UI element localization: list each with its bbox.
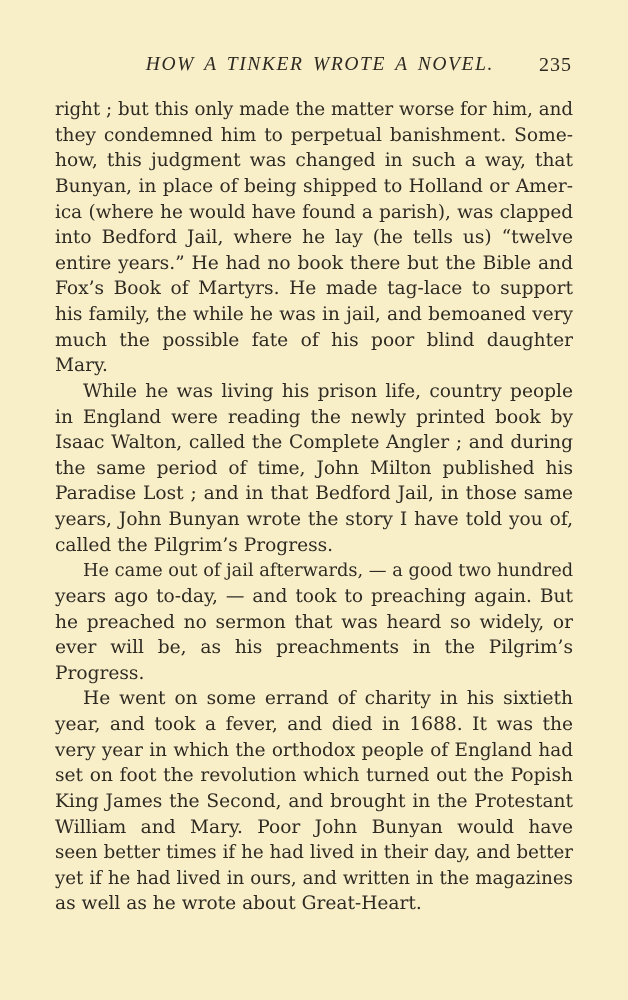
text-line: years, John Bunyan wrote the story I have told you of, [55,509,573,530]
text-line: in England were reading the newly printed book by [55,406,573,428]
body-text [55,97,573,917]
text-line: into Bedford Jail, where he lay (he tells us) “twelve [55,227,573,249]
page-number: 235 [539,54,572,76]
text-line: set on foot the revolution which turned out the Popish [55,765,573,787]
text-line: year, and took a fever, and died in 1688. It was the [55,714,573,735]
text-line: Paradise Lost ; and in that Bedford Jail, in those same [55,483,573,505]
text-line: years ago to-day, — and took to preaching again. But [55,585,573,607]
text-line: the same period of time, John Milton published his [55,457,573,479]
text-line: he preached no sermon that was heard so widely, or [55,611,573,633]
text-line: ica (where he would have found a parish), was clapped [55,201,573,223]
text-line: King James the Second, and brought in the Protestant [55,790,573,812]
text-line: yet if he had lived in ours, and written in the magazines [55,867,573,889]
text-line: Bunyan, in place of being shipped to Holland or Amer- [55,175,573,197]
text-line: called the Pilgrim’s Progress. [55,534,334,556]
text-line: entire years.” He had no book there but the Bible and [55,252,573,274]
text-line: how, this judgment was changed in such a way, that [55,150,573,172]
text-line: they condemned him to perpetual banishment. Some- [55,124,573,146]
text-line: seen better times if he had lived in their day, and better [55,842,573,864]
running-title: HOW A TINKER WROTE A NOVEL. [145,54,494,75]
text-line: Progress. [55,662,145,684]
text-line: as well as he wrote about Great-Heart. [55,893,422,915]
text-line: He went on some errand of charity in his sixtieth [83,688,573,710]
text-line: He came out of jail afterwards, — a good two hundred [83,560,573,582]
running-header [54,54,574,84]
text-line: very year in which the orthodox people of England had [55,739,573,761]
text-line: Mary. [55,355,108,377]
text-line: ever will be, as his preachments in the Pilgrim’s [55,637,573,659]
text-line: right ; but this only made the matter worse for him, and [55,99,573,120]
text-line: William and Mary. Poor John Bunyan would have [55,816,573,838]
text-line: Fox’s Book of Martyrs. He made tag-lace to support [55,278,573,300]
text-line: his family, the while he was in jail, and bemoaned very [55,304,573,325]
text-line: much the possible fate of his poor blind daughter [55,329,573,351]
text-line: Isaac Walton, called the Complete Angler ; and during [55,432,573,454]
text-line: While he was living his prison life, country people [83,380,573,402]
